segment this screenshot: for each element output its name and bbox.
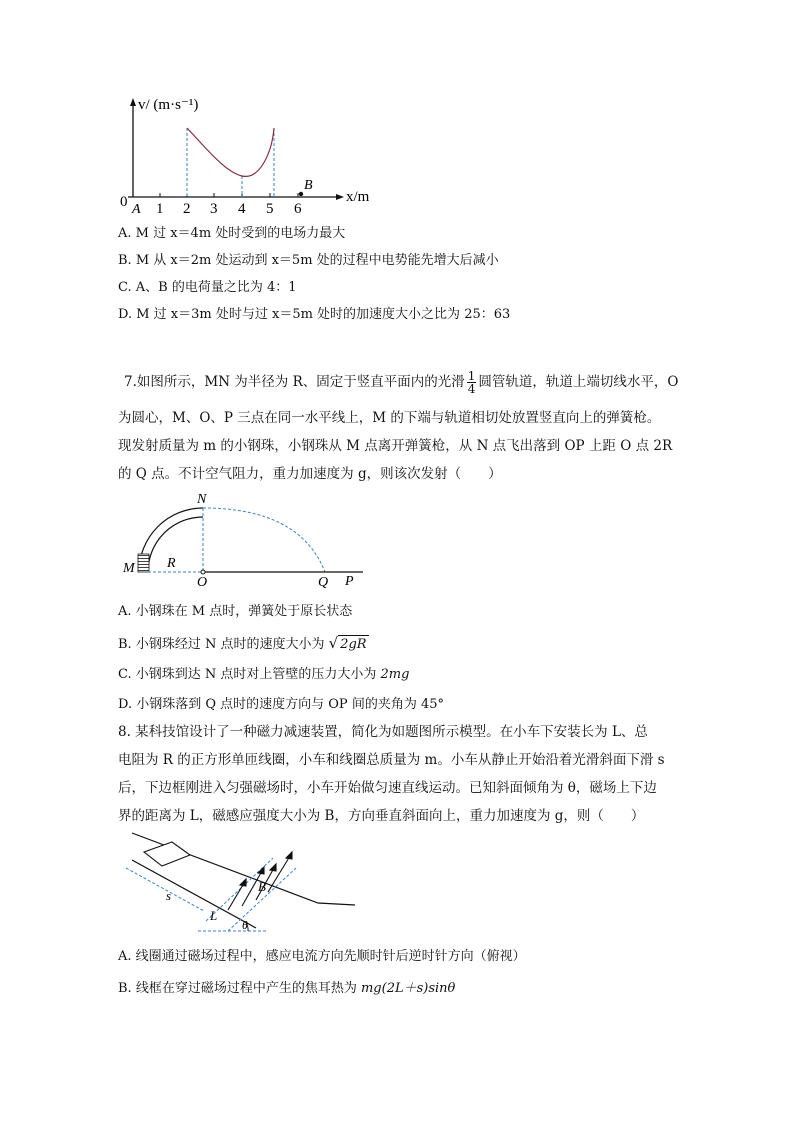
q8-stem-line-3: 后，下边框刚进入匀强磁场时，小车开始做匀速直线运动。已知斜面倾角为 θ，磁场上下边 xyxy=(118,780,657,796)
q8-incline-figure xyxy=(118,828,368,938)
label-s: s xyxy=(166,888,172,903)
label-r: R xyxy=(167,556,176,571)
projectile-trajectory xyxy=(203,508,325,572)
q7-option-b-text: B. 小钢珠经过 N 点时的速度大小为 xyxy=(118,637,325,652)
q8-stem-line-2: 电阻为 R 的正方形单匝线圈，小车和线圈总质量为 m。小车从静止开始沿着光滑斜面下滑 s xyxy=(118,752,665,768)
point-b-label: B xyxy=(304,178,313,193)
s-dashed-line xyxy=(126,868,204,911)
y-axis xyxy=(130,98,136,197)
q7-option-c-expr: 2mg xyxy=(380,667,410,682)
q7-stem-part-b: 圆管轨道，轨道上端切线水平，O xyxy=(478,374,679,390)
cart-coil xyxy=(144,842,190,866)
label-b: B xyxy=(258,879,266,894)
dashed-guides xyxy=(187,128,274,197)
q6-option-c: C. A、B 的电荷量之比为 4：1 xyxy=(118,280,297,295)
q8-stem-line-1: 8. 某科技馆设计了一种磁力减速装置，简化为如题图所示模型。在小车下安装长为 L、总 xyxy=(118,724,648,740)
tick-label-1: 1 xyxy=(156,201,164,217)
q7-stem-line-4: 的 Q 点。不计空气阻力，重力加速度为 g，则该次发射（ ） xyxy=(118,466,502,482)
velocity-position-graph xyxy=(110,92,400,222)
q6-option-d: D. M 过 x＝3m 处时与过 x＝5m 处时的加速度大小之比为 25：63 xyxy=(118,307,511,322)
y-axis-label: v/ (m·s⁻¹) xyxy=(138,97,199,113)
field-boundary-upper xyxy=(228,868,296,931)
q7-stem-line-1 xyxy=(124,370,678,395)
q8-option-b-text: B. 线框在穿过磁场过程中产生的焦耳热为 xyxy=(118,981,357,996)
q6-option-b: B. M 从 x＝2m 处运动到 x＝5m 处的过程中电势能先增大后减小 xyxy=(118,253,499,268)
center-o-dot xyxy=(201,570,205,574)
label-o: O xyxy=(197,575,208,588)
tick-label-3: 3 xyxy=(210,201,218,217)
q7-stem-line-2: 为圆心，M、O、P 三点在同一水平线上，M 的下端与轨道相切处放置竖直向上的弹簧枪。 xyxy=(118,410,661,426)
origin-label: 0 xyxy=(120,194,128,210)
label-m: M xyxy=(123,561,135,576)
label-q: Q xyxy=(318,575,329,588)
fraction-numerator: 1 xyxy=(467,369,476,383)
spring-gun xyxy=(138,554,149,572)
point-b-dot xyxy=(299,192,303,196)
tick-label-4: 4 xyxy=(238,201,246,217)
q7-option-b xyxy=(118,634,369,654)
tick-label-2: 2 xyxy=(183,201,191,217)
velocity-curve xyxy=(187,128,274,176)
q7-option-c-text: C. 小钢珠到达 N 点时对上管壁的压力大小为 xyxy=(118,667,377,682)
q7-stem-part-a: 7.如图所示，MN 为半径为 R、固定于竖直平面内的光滑 xyxy=(124,374,465,390)
q7-option-a: A. 小钢珠在 M 点时，弹簧处于原长状态 xyxy=(118,604,353,619)
q7-option-d: D. 小钢珠落到 Q 点时的速度方向与 OP 间的夹角为 45° xyxy=(118,697,444,712)
tick-label-5: 5 xyxy=(266,201,274,217)
point-a-label: A xyxy=(132,202,141,217)
label-theta: θ xyxy=(242,918,248,932)
fraction-denominator: 4 xyxy=(467,382,476,396)
q8-option-a: A. 线圈通过磁场过程中，感应电流方向先顺时针后逆时针方向（俯视） xyxy=(118,949,526,964)
tick-label-6: 6 xyxy=(294,201,302,217)
q7-option-c xyxy=(118,666,409,684)
label-n: N xyxy=(197,492,207,507)
label-l: L xyxy=(210,908,218,923)
x-axis-label: x/m xyxy=(346,189,370,205)
label-p: P xyxy=(345,574,354,588)
q6-option-a: A. M 过 x＝4m 处时受到的电场力最大 xyxy=(118,226,346,241)
q7-stem-line-3: 现发射质量为 m 的小钢珠，小钢珠从 M 点离开弹簧枪，从 N 点飞出落到 OP 上距 O 点 2R xyxy=(118,438,673,454)
sqrt-symbol: √ xyxy=(328,634,339,652)
q8-option-b xyxy=(118,980,455,998)
q8-stem-line-4: 界的距离为 L，磁感应强度大小为 B，方向垂直斜面向上，重力加速度为 g，则（ ） xyxy=(118,808,645,824)
q7-tube-figure xyxy=(115,488,375,588)
sqrt-expression: 2gR xyxy=(340,637,367,652)
quarter-fraction xyxy=(467,370,477,395)
q8-option-b-expr: mg(2L＋s)sinθ xyxy=(360,981,456,996)
